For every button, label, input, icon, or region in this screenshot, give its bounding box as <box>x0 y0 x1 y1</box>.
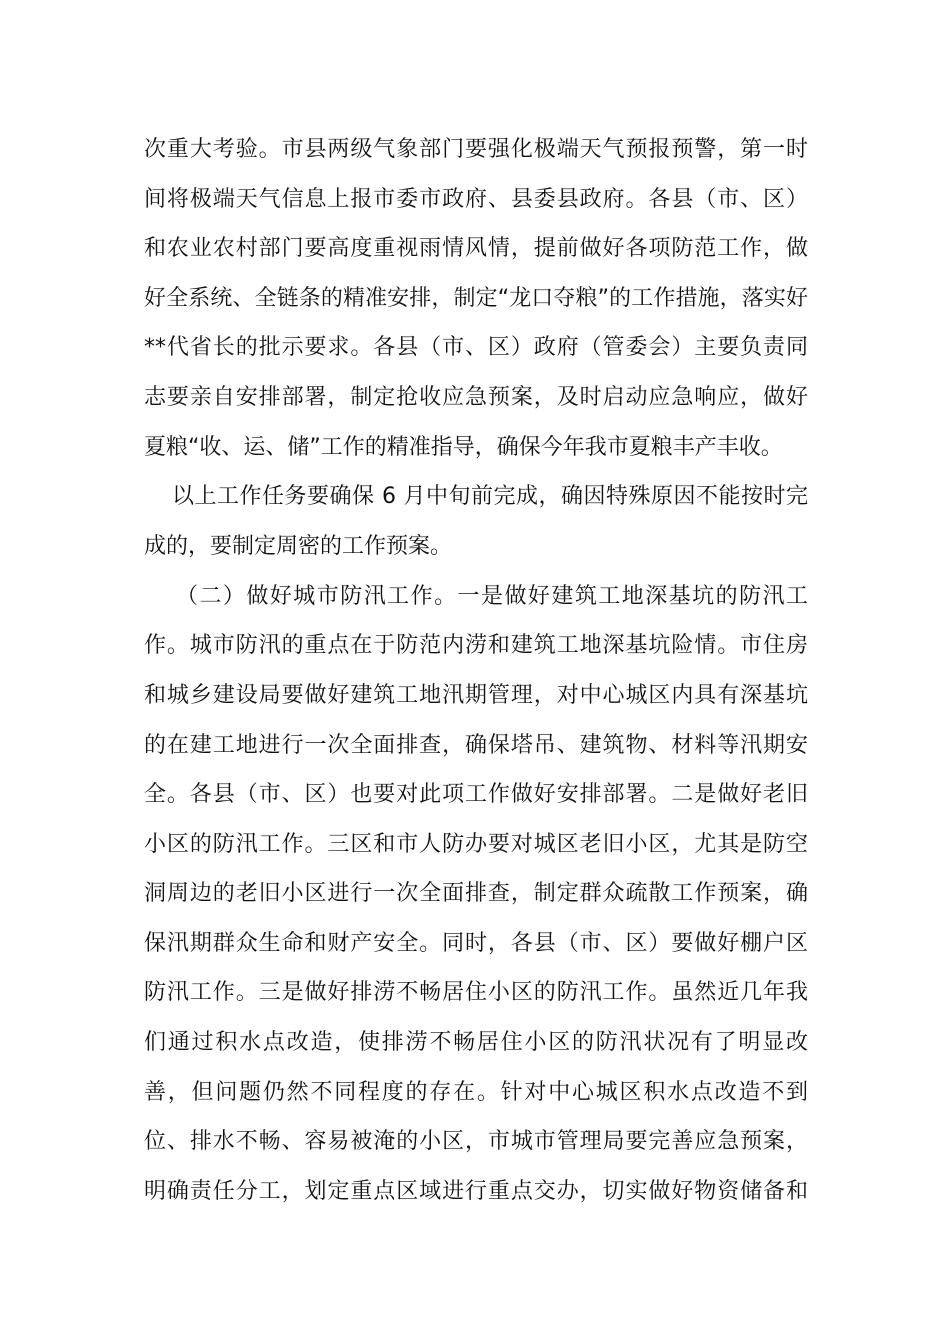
text-line: 和城乡建设局要做好建筑工地汛期管理，对中心城区内具有深基坑 <box>144 683 808 708</box>
text-line: 作。城市防汛的重点在于防范内涝和建筑工地深基坑险情。市住房 <box>144 633 808 658</box>
text-line: 和农业农村部门要高度重视雨情风情，提前做好各项防范工作，做 <box>144 236 808 261</box>
text-line: 的在建工地进行一次全面排查，确保塔吊、建筑物、材料等汛期安 <box>144 733 808 758</box>
text-line: 志要亲自安排部署，制定抢收应急预案，及时启动应急响应，做好 <box>144 385 808 410</box>
text-line: 善，但问题仍然不同程度的存在。针对中心城区积水点改造不到 <box>144 1080 808 1105</box>
text-line: **代省长的批示要求。各县（市、区）政府（管委会）主要负责同 <box>144 335 808 360</box>
text-line: 小区的防汛工作。三区和市人防办要对城区老旧小区，尤其是防空 <box>144 832 808 857</box>
text-line: 防汛工作。三是做好排涝不畅居住小区的防汛工作。虽然近几年我 <box>144 980 808 1005</box>
text-line: 位、排水不畅、容易被淹的小区，市城市管理局要完善应急预案， <box>144 1129 808 1154</box>
section-heading-line: （二）做好城市防汛工作。一是做好建筑工地深基坑的防汛工 <box>176 584 808 609</box>
text-line: 全。各县（市、区）也要对此项工作做好安排部署。二是做好老旧 <box>144 782 808 807</box>
text-line: 保汛期群众生命和财产安全。同时，各县（市、区）要做好棚户区 <box>144 931 808 956</box>
text-line: 明确责任分工，划定重点区域进行重点交办，切实做好物资储备和 <box>144 1179 808 1204</box>
text-line: 们通过积水点改造，使排涝不畅居住小区的防汛状况有了明显改 <box>144 1030 808 1055</box>
text-line: 间将极端天气信息上报市委市政府、县委县政府。各县（市、区） <box>144 187 808 212</box>
text-line: 夏粮“收、运、储”工作的精准指导，确保今年我市夏粮丰产丰收。 <box>144 435 783 460</box>
text-line: 好全系统、全链条的精准安排，制定“龙口夺粮”的工作措施，落实好 <box>144 286 808 311</box>
paragraph-first-line: 以上工作任务要确保 6 月中旬前完成，确因特殊原因不能按时完 <box>172 484 808 509</box>
text-line: 洞周边的老旧小区进行一次全面排查，制定群众疏散工作预案，确 <box>144 881 808 906</box>
text-line: 成的，要制定周密的工作预案。 <box>144 534 453 559</box>
text-line: 次重大考验。市县两级气象部门要强化极端天气预报预警，第一时 <box>144 137 808 162</box>
